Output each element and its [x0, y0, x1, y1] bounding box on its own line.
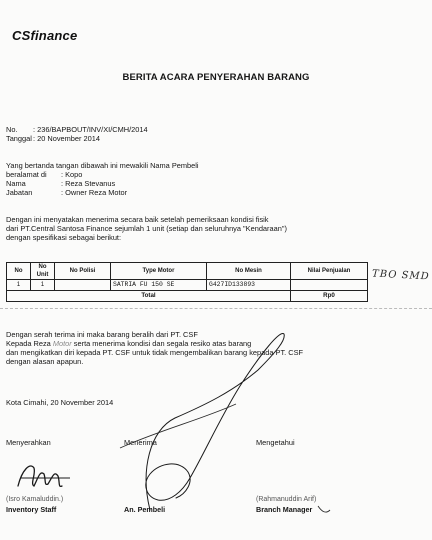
receiver-role: An. Pembeli	[124, 505, 166, 514]
cell-engine: G427ID133893	[207, 280, 291, 291]
receiver-signature-icon	[146, 334, 284, 510]
place-date: Kota Cimahi, 20 November 2014	[6, 398, 114, 407]
buyer-name-label: Nama	[6, 179, 26, 188]
doc-date-value: : 20 November 2014	[33, 134, 100, 143]
statement-line-2: dari PT.Central Santosa Finance sejumlah 1 unit (setiap dan seluruhnya "Kendaraan")	[6, 224, 287, 233]
cell-type: SATRIA FU 150 SE	[111, 280, 207, 291]
handover-role: Inventory Staff	[6, 505, 57, 514]
transfer-line-3: dan mengikatkan diri kepada PT. CSF untuk tidak mengembalikan barang kepada PT. CSF	[6, 348, 304, 357]
buyer-name-value: : Reza Stevanus	[61, 179, 116, 188]
total-value: Rp0	[291, 291, 368, 302]
statement-line-1: Dengan ini menyatakan menerima secara baik setelah pemeriksaan kondisi fisik	[6, 215, 269, 224]
statement-line-3: dengan spesifikasi sebagai berikut:	[6, 233, 122, 242]
col-header-plate: No Polisi	[55, 263, 111, 280]
handover-name: (Isro Kamaluddin.)	[6, 496, 64, 503]
buyer-intro: Yang bertanda tangan dibawah ini mewakili Nama Pembeli	[6, 161, 199, 170]
total-label: Total	[7, 291, 291, 302]
doc-number-value: : 236/BAPBOUT/INV/XI/CMH/2014	[33, 125, 148, 134]
buyer-position-value: : Owner Reza Motor	[61, 188, 128, 197]
col-header-value: Nilai Penjualan	[291, 263, 368, 280]
transfer-line-2-end: serta menerima kondisi dan segala resiko atas barang	[71, 339, 252, 348]
buyer-address-value: : Kopo	[61, 170, 83, 179]
witness-label: Mengetahui	[256, 438, 295, 447]
handover-signature-icon	[18, 466, 62, 486]
receiver-label: Menerima	[124, 438, 157, 447]
doc-number-label: No.	[6, 125, 18, 134]
col-header-no: No	[7, 263, 31, 280]
witness-role: Branch Manager	[256, 505, 313, 514]
cell-unit: 1	[31, 280, 55, 291]
handwritten-note: TBO SMD	[371, 268, 430, 283]
buyer-address-label: beralamat di	[6, 170, 47, 179]
transfer-line-2-faded: Motor	[52, 339, 72, 348]
buyer-position-label: Jabatan	[6, 188, 33, 197]
col-header-unit: No Unit	[31, 263, 55, 280]
handover-label: Menyerahkan	[6, 438, 51, 447]
doc-date-label: Tanggal	[6, 134, 32, 143]
witness-name: (Rahmanuddin Arif)	[256, 496, 317, 503]
col-header-type: Type Motor	[111, 263, 207, 280]
cell-no: 1	[7, 280, 31, 291]
transfer-line-4: dengan alasan apapun.	[6, 357, 84, 366]
transfer-line-2-start: Kepada Reza	[6, 339, 53, 348]
company-logo: CSfinance	[12, 28, 78, 43]
col-header-engine: No Mesin	[207, 263, 291, 280]
transfer-line-1: Dengan serah terima ini maka barang beralih dari PT. CSF	[6, 330, 198, 339]
document-title: BERITA ACARA PENYERAHAN BARANG	[122, 72, 310, 83]
